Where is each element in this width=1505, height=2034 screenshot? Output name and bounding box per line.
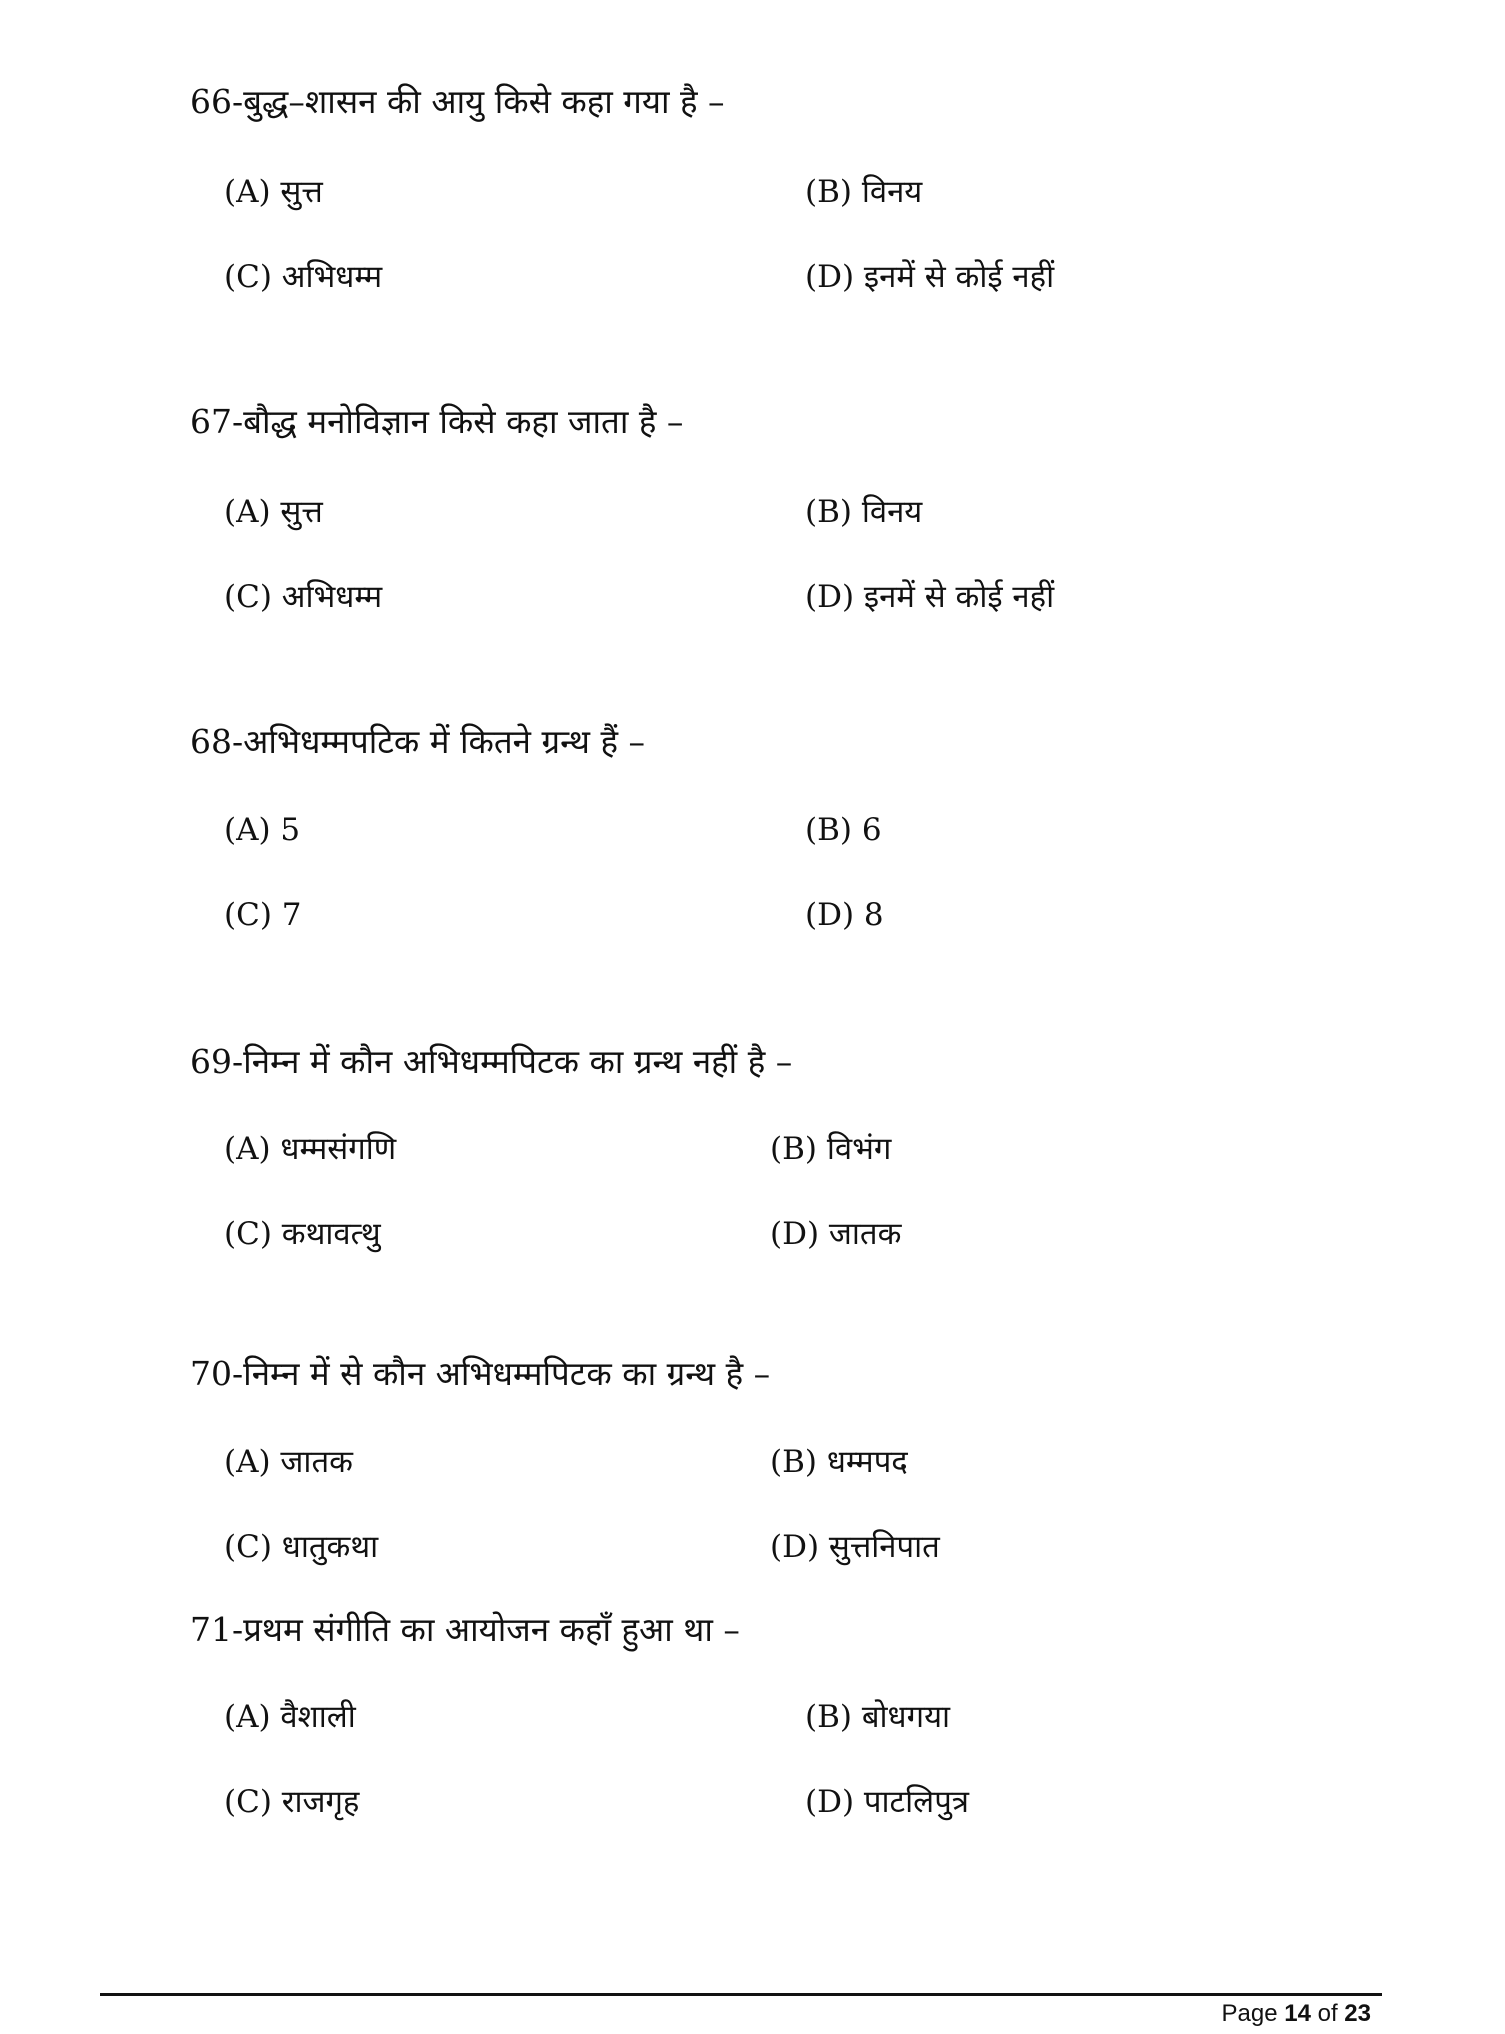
- page-label: Page: [1221, 2000, 1278, 2027]
- option-71-d: (D) पाटलिपुत्र: [805, 1784, 969, 1820]
- option-67-b: (B) विनय: [805, 494, 923, 530]
- option-71-a: (A) वैशाली: [224, 1699, 356, 1735]
- question-68: 68-अभिधम्मपटिक में कितने ग्रन्थ हैं –: [190, 722, 645, 761]
- option-68-a: (A) 5: [224, 812, 301, 848]
- option-67-d: (D) इनमें से कोई नहीं: [805, 579, 1055, 615]
- option-70-c: (C) धातुकथा: [224, 1529, 379, 1565]
- of-label: of: [1317, 2000, 1338, 2027]
- question-70: 70-निम्न में से कौन अभिधम्मपिटक का ग्रन्थ है –: [190, 1354, 771, 1393]
- option-68-d: (D) 8: [805, 897, 884, 933]
- option-70-b: (B) धम्मपद: [770, 1444, 908, 1480]
- footer-divider: [100, 1993, 1382, 1996]
- page-number: [1222, 1997, 1372, 2031]
- option-70-a: (A) जातक: [224, 1444, 353, 1480]
- option-68-c: (C) 7: [224, 897, 302, 933]
- option-66-b: (B) विनय: [805, 174, 923, 210]
- current-page: 14: [1284, 2000, 1311, 2027]
- option-68-b: (B) 6: [805, 812, 882, 848]
- question-67: 67-बौद्ध मनोविज्ञान किसे कहा जाता है –: [190, 402, 684, 441]
- option-69-d: (D) जातक: [770, 1216, 902, 1252]
- option-70-d: (D) सुत्तनिपात: [770, 1529, 940, 1565]
- option-66-c: (C) अभिधम्म: [224, 259, 383, 295]
- option-69-b: (B) विभंग: [770, 1131, 892, 1167]
- option-71-c: (C) राजगृह: [224, 1784, 360, 1820]
- option-67-c: (C) अभिधम्म: [224, 579, 383, 615]
- option-71-b: (B) बोधगया: [805, 1699, 951, 1735]
- question-69: 69-निम्न में कौन अभिधम्मपिटक का ग्रन्थ नहीं है –: [190, 1042, 793, 1081]
- option-67-a: (A) सुत्त: [224, 494, 323, 530]
- option-66-d: (D) इनमें से कोई नहीं: [805, 259, 1055, 295]
- option-69-c: (C) कथावत्थु: [224, 1216, 381, 1252]
- option-69-a: (A) धम्मसंगणि: [224, 1131, 397, 1167]
- total-pages: 23: [1344, 2000, 1371, 2027]
- question-66: 66-बुद्ध–शासन की आयु किसे कहा गया है –: [190, 82, 725, 121]
- question-71: 71-प्रथम संगीति का आयोजन कहाँ हुआ था –: [190, 1610, 740, 1649]
- option-66-a: (A) सुत्त: [224, 174, 323, 210]
